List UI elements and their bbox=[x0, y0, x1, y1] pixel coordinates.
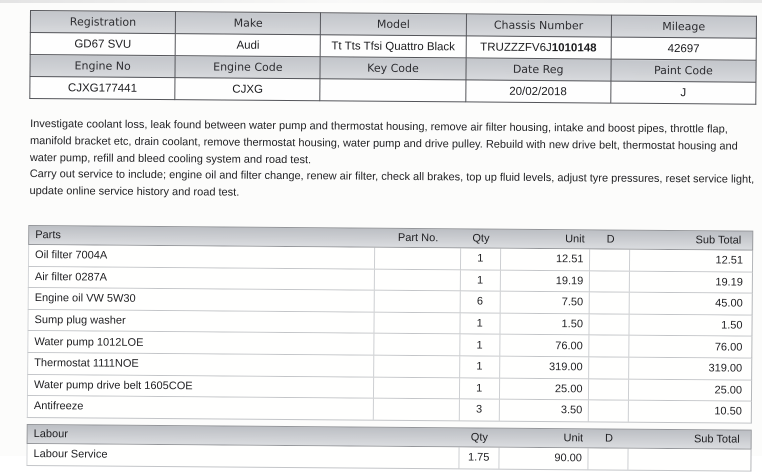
cell-sub_total: 10.50 bbox=[714, 405, 742, 419]
vehicle-value-paint-code: J bbox=[611, 81, 756, 104]
vehicle-value-registration: GD67 SVU bbox=[30, 33, 175, 56]
job-description bbox=[30, 116, 757, 206]
vehicle-value-date-reg: 20/02/2018 bbox=[465, 80, 610, 103]
cell-unit: 76.00 bbox=[500, 335, 590, 356]
labour-section-label: Labour bbox=[33, 428, 68, 441]
vehicle-header-key-code: Key Code bbox=[320, 57, 465, 80]
cell-unit: 1.50 bbox=[500, 313, 590, 334]
cell-part_no bbox=[375, 269, 461, 290]
cell-unit: 12.51 bbox=[501, 249, 591, 270]
vehicle-header-engine-no: Engine No bbox=[30, 55, 175, 78]
cell-desc: Water pump 1012LOE bbox=[28, 331, 374, 354]
vehicle-value-engine-no: CJXG177441 bbox=[30, 77, 175, 100]
column-header-sub-total: Sub Total bbox=[695, 234, 742, 247]
cell-sub_total: 19.19 bbox=[715, 276, 743, 289]
vehicle-info-table bbox=[29, 10, 757, 105]
cell-d bbox=[590, 249, 630, 270]
vehicle-header-date-reg: Date Reg bbox=[466, 58, 611, 81]
cell-desc: Labour Service bbox=[27, 444, 459, 468]
cell-sub_total: 319.00 bbox=[708, 362, 743, 375]
cell-part_no bbox=[374, 334, 460, 355]
cell-sub_total: 1.50 bbox=[721, 319, 743, 332]
column-header-d: D bbox=[605, 432, 614, 445]
cell-desc: Antifreeze bbox=[28, 396, 374, 419]
cell-d bbox=[589, 401, 629, 422]
vehicle-header-engine-code: Engine Code bbox=[175, 56, 320, 79]
cell-d bbox=[590, 357, 630, 378]
cell-sub_total: 25.00 bbox=[714, 384, 743, 397]
cell-d bbox=[589, 448, 629, 469]
vehicle-header-mileage: Mileage bbox=[611, 15, 756, 38]
vehicle-header-paint-code: Paint Code bbox=[611, 59, 756, 82]
cell-sub_total: 76.00 bbox=[714, 341, 743, 354]
cell-part_no bbox=[374, 356, 460, 377]
vehicle-table-row bbox=[30, 77, 756, 105]
cell-unit: 7.50 bbox=[500, 292, 590, 313]
cell-unit: 3.50 bbox=[499, 400, 589, 421]
cell-unit: 19.19 bbox=[500, 270, 590, 291]
vehicle-value-engine-code: CJXG bbox=[175, 78, 320, 101]
cell-qty: 6 bbox=[460, 292, 500, 313]
parts-row-antifreeze bbox=[27, 396, 752, 423]
vehicle-value-mileage: 42697 bbox=[611, 37, 756, 60]
cell-sub_total: 12.51 bbox=[715, 254, 744, 267]
cell-d bbox=[590, 271, 630, 292]
cell-part_no bbox=[375, 312, 461, 333]
cell-qty: 1.75 bbox=[459, 447, 499, 468]
labour-row-labour-service bbox=[26, 444, 751, 471]
parts-table bbox=[27, 225, 753, 423]
cell-part_no bbox=[374, 399, 460, 420]
job-paragraph-repair: Investigate coolant loss, leak found between water pump and thermostat housing, remove air filter housing, intake and boost pipes, throttle flap, manifold bracket etc, drain coolant, remove thermostat housing, water pump and drive pulley. Rebuild with new drive belt, thermostat housing and water pump, refill and bleed cooling system and road test. bbox=[29, 118, 738, 166]
cell-unit: 90.00 bbox=[499, 448, 589, 469]
cell-desc: Water pump drive belt 1605COE bbox=[28, 375, 374, 398]
cell-d bbox=[590, 314, 630, 335]
vehicle-value-key-code bbox=[320, 79, 465, 102]
cell-qty: 1 bbox=[461, 270, 501, 291]
cell-sub_total: 45.00 bbox=[715, 297, 743, 311]
column-header-part-no: Part No. bbox=[397, 231, 439, 245]
cell-unit: 319.00 bbox=[500, 357, 590, 378]
cell-desc: Air filter 0287A bbox=[29, 267, 375, 290]
vehicle-value-chassis-number: TRUZZZFV6J1010148 bbox=[466, 36, 611, 59]
vehicle-header-chassis-number: Chassis Number bbox=[466, 14, 611, 37]
vehicle-header-make: Make bbox=[176, 12, 321, 35]
cell-part_no bbox=[375, 291, 461, 312]
column-header-sub-total: Sub Total bbox=[693, 433, 740, 446]
column-header-unit: Unit bbox=[565, 233, 585, 246]
cell-qty: 1 bbox=[461, 248, 501, 269]
cell-qty: 3 bbox=[460, 400, 500, 421]
column-header-qty: Qty bbox=[472, 232, 490, 245]
labour-table bbox=[26, 424, 751, 471]
cell-desc: Engine oil VW 5W30 bbox=[29, 288, 375, 311]
cell-qty: 1 bbox=[460, 378, 500, 399]
cell-desc: Thermostat 1111NOE bbox=[28, 353, 374, 376]
cell-sub_total bbox=[629, 449, 751, 471]
vehicle-value-make: Audi bbox=[175, 34, 320, 57]
column-header-unit: Unit bbox=[563, 432, 584, 445]
cell-qty: 1 bbox=[460, 313, 500, 334]
column-header-qty: Qty bbox=[470, 431, 488, 444]
cell-d bbox=[590, 336, 630, 357]
cell-desc: Sump plug washer bbox=[28, 310, 374, 333]
cell-qty: 1 bbox=[460, 335, 500, 356]
job-paragraph-service: Carry out service to include; engine oil and filter change, renew air filter, check all brakes, top up fluid levels, adjust tyre pressures, reset service light, update online service history and road test. bbox=[29, 168, 755, 199]
cell-unit: 25.00 bbox=[500, 378, 590, 399]
cell-desc: Oil filter 7004A bbox=[29, 245, 375, 268]
cell-part_no bbox=[375, 248, 461, 269]
column-header-d: D bbox=[606, 233, 615, 246]
vehicle-value-model: Tt Tts Tfsi Quattro Black bbox=[321, 35, 466, 58]
vehicle-header-model: Model bbox=[321, 13, 466, 36]
cell-d bbox=[590, 293, 630, 314]
vehicle-header-registration: Registration bbox=[30, 11, 175, 34]
parts-section-label: Parts bbox=[35, 229, 61, 242]
cell-qty: 1 bbox=[460, 356, 500, 377]
cell-part_no bbox=[374, 377, 460, 398]
cell-d bbox=[589, 379, 629, 400]
